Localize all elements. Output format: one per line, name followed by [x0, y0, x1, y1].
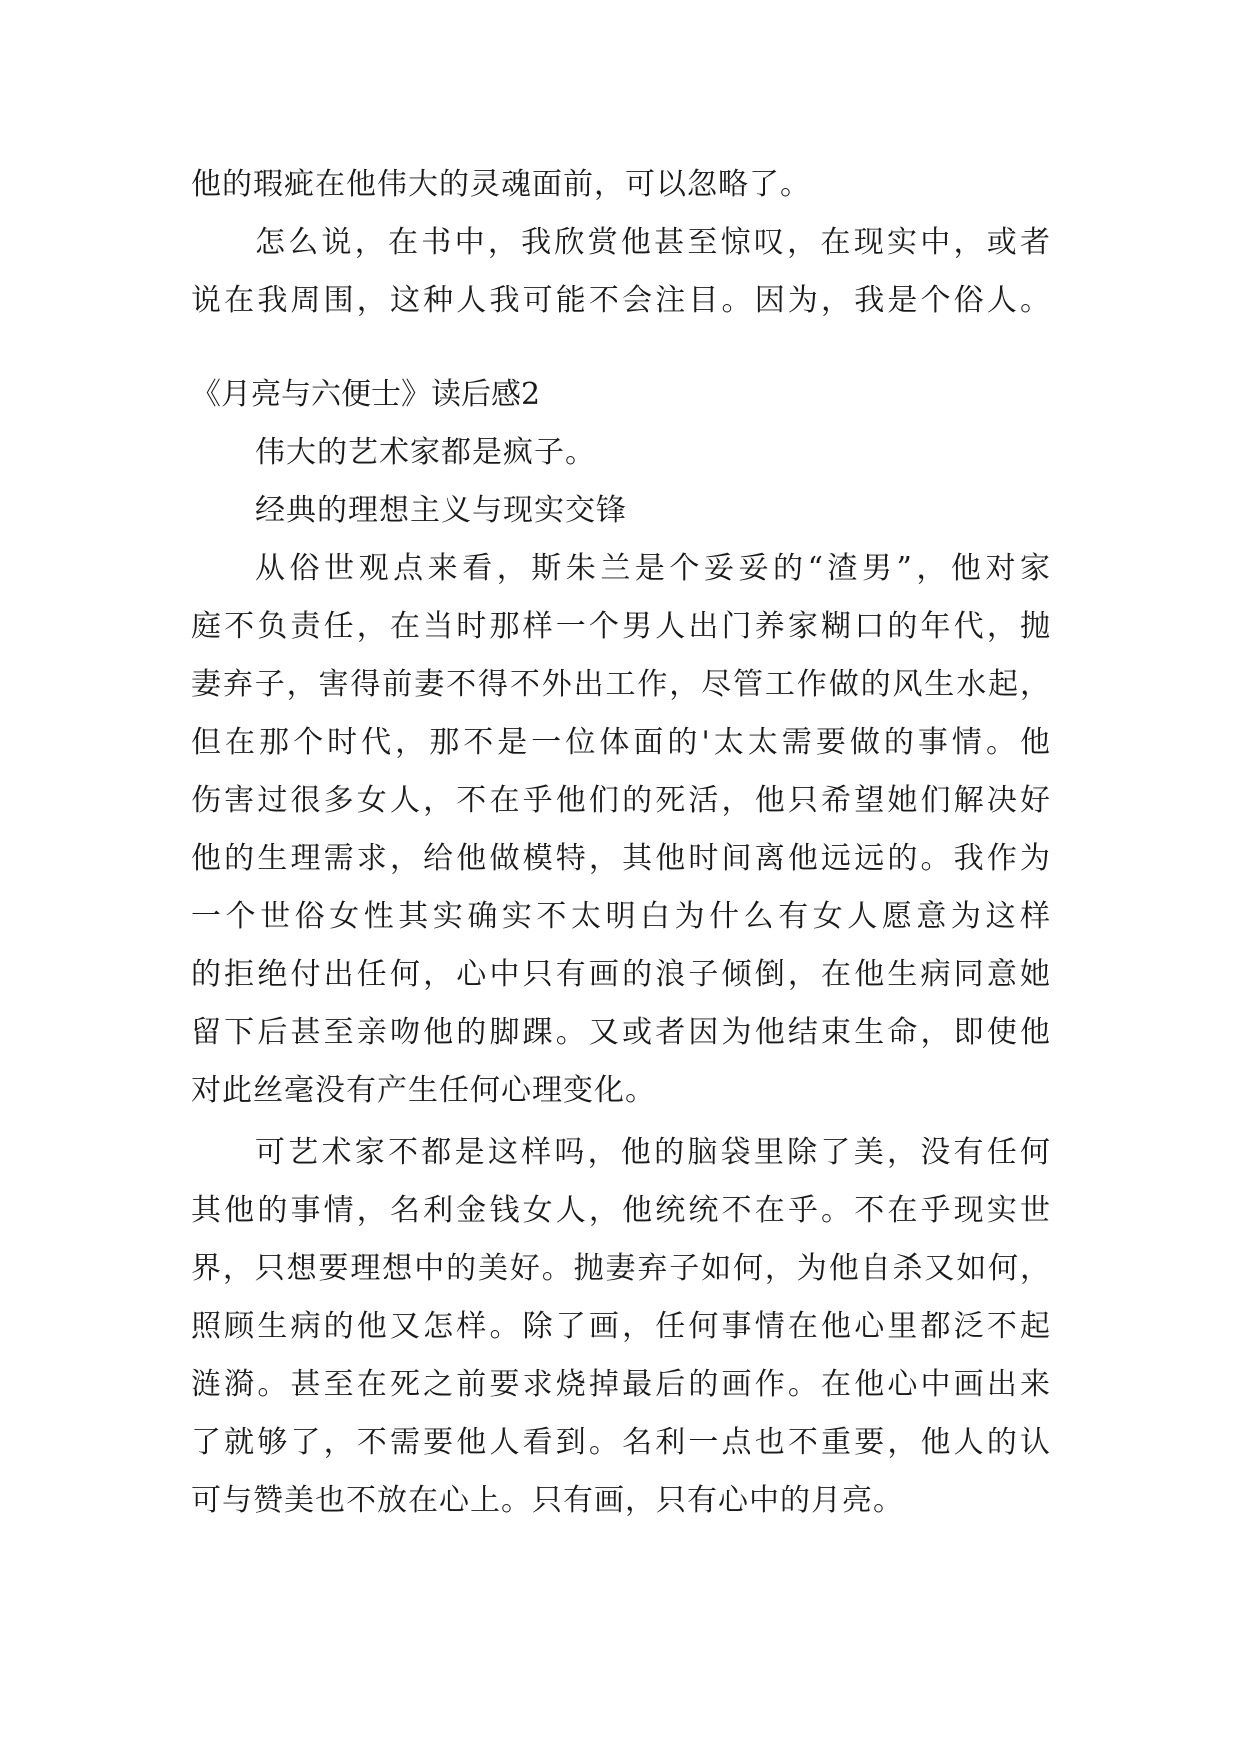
intro-paragraph-2: [191, 214, 1051, 330]
text-line: 的拒绝付出任何，心中只有画的浪子倾倒，在他生病同意她: [191, 957, 1051, 992]
text-line: 庭不负责任，在当时那样一个男人出门养家糊口的年代，抛: [191, 609, 1051, 644]
text-line: 伤害过很多女人，不在乎他们的死活，他只希望她们解决好: [191, 783, 1051, 818]
intro-paragraph-1: [191, 156, 1051, 214]
text-line: 伟大的艺术家都是疯子。: [255, 435, 596, 470]
text-line: 从俗世观点来看，斯朱兰是个妥妥的“渣男”，他对家: [255, 551, 1051, 586]
section-2-paragraph-1: [191, 540, 1051, 1120]
text-line: 一个世俗女性其实确实不太明白为什么有女人愿意为这样: [191, 899, 1051, 934]
text-line: 怎么说，在书中，我欣赏他甚至惊叹，在现实中，或者: [255, 225, 1051, 260]
text-line: 对此丝毫没有产生任何心理变化。: [191, 1073, 656, 1108]
section-spacer: [191, 330, 1051, 366]
document-body: [191, 156, 1051, 1530]
text-line: 他的瑕疵在他伟大的灵魂面前，可以忽略了。: [191, 167, 811, 202]
text-line: 照顾生病的他又怎样。除了画，任何事情在他心里都泛不起: [191, 1309, 1051, 1344]
text-line: 妻弃子，害得前妻不得不外出工作，尽管工作做的风生水起，: [191, 667, 1051, 702]
text-line: 界，只想要理想中的美好。抛妻弃子如何，为他自杀又如何，: [191, 1251, 1051, 1286]
text-line: 经典的理想主义与现实交锋: [255, 493, 627, 528]
text-line: 留下后甚至亲吻他的脚踝。又或者因为他结束生命，即使他: [191, 1015, 1051, 1050]
text-line: 说在我周围，这种人我可能不会注目。因为，我是个俗人。: [191, 283, 1051, 318]
section-2-paragraph-2: [191, 1124, 1051, 1530]
text-line: 其他的事情，名利金钱女人，他统统不在乎。不在乎现实世: [191, 1193, 1051, 1228]
text-line: 可与赞美也不放在心上。只有画，只有心中的月亮。: [191, 1483, 904, 1518]
text-line: 他的生理需求，给他做模特，其他时间离他远远的。我作为: [191, 841, 1051, 876]
text-line: 了就够了，不需要他人看到。名利一点也不重要，他人的认: [191, 1425, 1051, 1460]
section-title: 《月亮与六便士》读后感2: [191, 377, 541, 412]
text-line: 但在那个时代，那不是一位体面的'太太需要做的事情。他: [191, 725, 1051, 760]
section-2: [191, 366, 1051, 1530]
text-line: 涟漪。甚至在死之前要求烧掉最后的画作。在他心中画出来: [191, 1367, 1051, 1402]
text-line: 可艺术家不都是这样吗，他的脑袋里除了美，没有任何: [255, 1135, 1051, 1170]
